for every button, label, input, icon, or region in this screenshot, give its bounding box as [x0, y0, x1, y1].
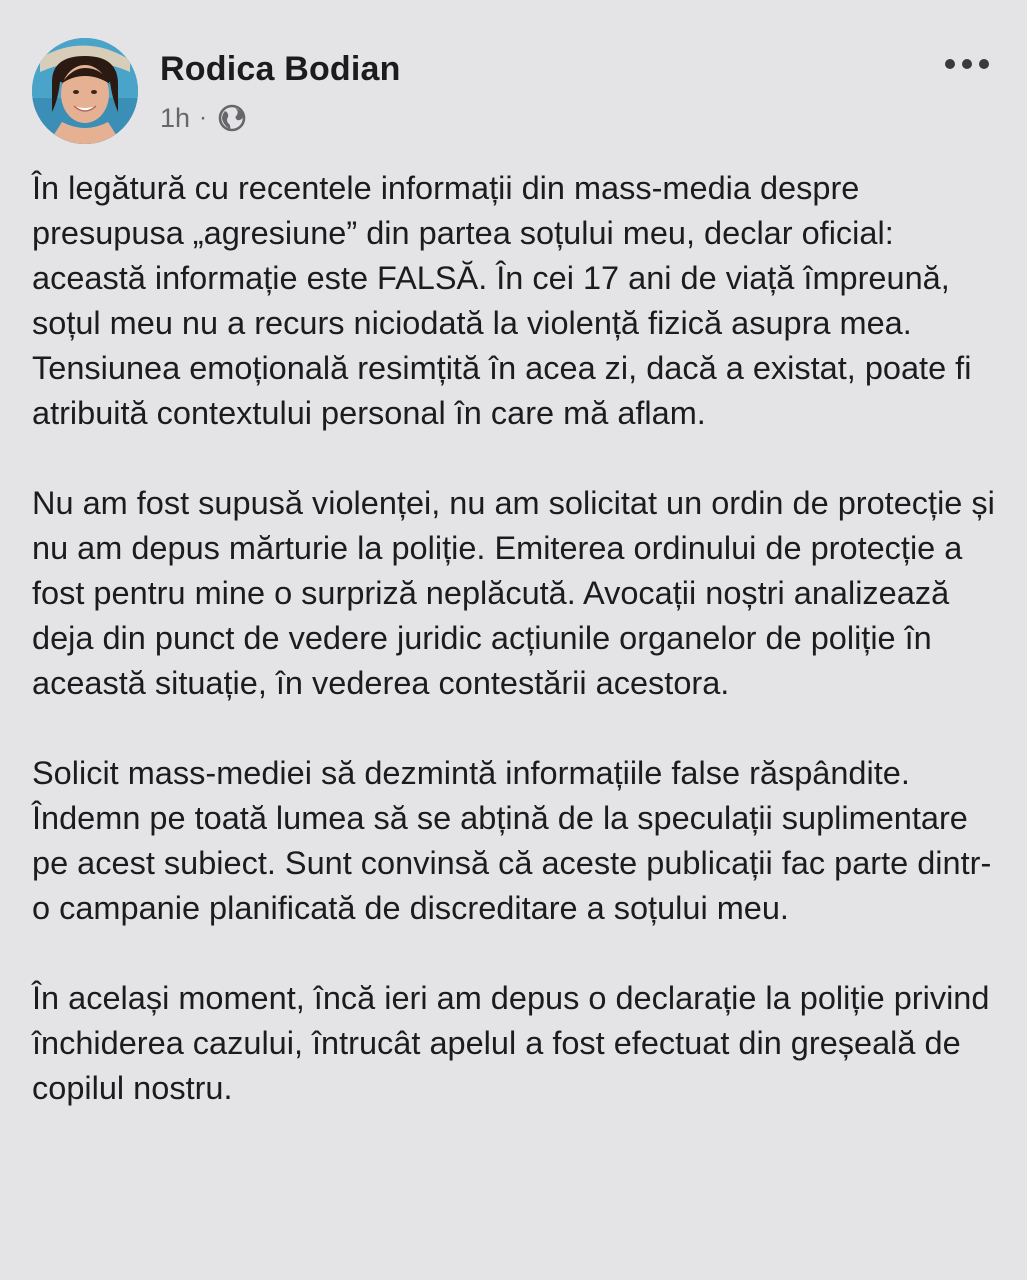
more-dot [962, 59, 972, 69]
more-dot [979, 59, 989, 69]
more-options-icon[interactable] [945, 52, 989, 76]
globe-icon[interactable] [217, 103, 247, 133]
meta-separator: · [199, 104, 208, 131]
post-body [32, 166, 1002, 1156]
avatar-photo [32, 38, 138, 144]
author-avatar[interactable] [32, 38, 138, 144]
post-meta [160, 100, 247, 136]
post-timestamp[interactable]: 1h [160, 102, 191, 133]
post-paragraph: În același moment, încă ieri am depus o declarație la poliție privind închiderea cazului, întrucât apelul a fost efectuat din greșeală de copilul nostru. [32, 980, 990, 1106]
post-paragraph: Solicit mass-mediei să dezmintă informațiile false răspândite. Îndemn pe toată lumea să se abțină de la speculații suplimentare pe acest subiect. Sunt convinsă că aceste publicații fac parte dintr-o campanie planificată de discreditare a soțului meu. [32, 755, 992, 926]
more-dot [945, 59, 955, 69]
author-name[interactable]: Rodica Bodian [160, 50, 401, 88]
post-paragraph: În legătură cu recentele informații din mass-media despre presupusa „agresiune” din partea soțului meu, declar oficial: această informație este FALSĂ. În cei 17 ani de viață împreună, soțul meu nu a recurs niciodată la violență fizică asupra mea. Tensiunea emoțională resimțită în acea zi, dacă a existat, poate fi atribuită contextului personal în care mă aflam. [32, 170, 972, 431]
post-paragraph: Nu am fost supusă violenței, nu am solicitat un ordin de protecție și nu am depus mărturie la poliție. Emiterea ordinului de protecție a fost pentru mine o surpriză neplăcută. Avocații noștri analizează deja din punct de vedere juridic acțiunile organelor de poliție în această situație, în vederea contestării acestora. [32, 485, 995, 701]
